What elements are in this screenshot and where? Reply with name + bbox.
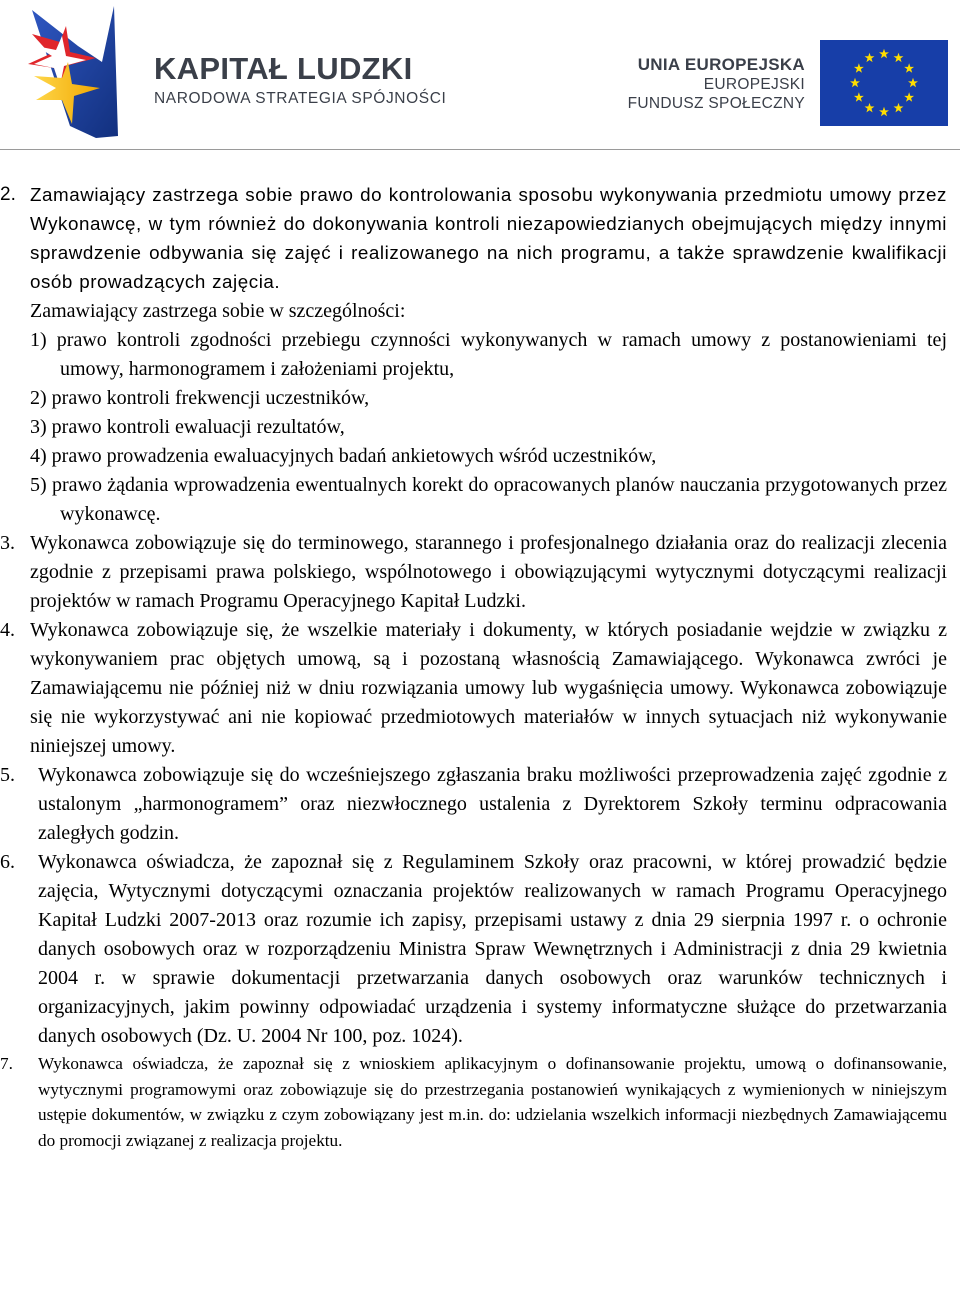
list-item	[0, 413, 960, 442]
paragraph-text-part: Zamawiający zastrzega sobie prawo do kontrolowania sposobu wykonywania przedmiotu umowy przez Wykonawcę, w tym również do dokonywania kontroli niezapowiedzianych obejmujących między innymi sprawdzenie odbywania się zajęć i realizowanego na nich programu, a także sprawdzenie kwalifikacji osób prowadzących zajęcia.	[30, 184, 947, 292]
kapital-ludzki-star-logo	[26, 4, 126, 142]
paragraph-4	[0, 616, 960, 761]
list-item-text: 1) prawo kontroli zgodności przebiegu czynności wykonywanych w ramach umowy z postanowieniami tej umowy, harmonogramem i założeniami projektu,	[30, 329, 947, 380]
paragraph-number: 6.	[0, 851, 15, 873]
eu-fund-line-2: FUNDUSZ SPOŁECZNY	[627, 95, 805, 112]
list-item	[0, 326, 960, 384]
paragraph-text: Wykonawca zobowiązuje się do wcześniejszego zgłaszania braku możliwości przeprowadzenia zajęć zgodnie z ustalonym „harmonogramem” oraz niezwłocznego ustalenia z Dyrektorem Szkoły terminu odpracowania zaległych godzin.	[38, 764, 947, 844]
document-body	[0, 180, 960, 1154]
kapital-ludzki-title: KAPITAŁ LUDZKI	[154, 51, 413, 86]
eu-fund-text	[628, 55, 805, 113]
list-item	[0, 471, 960, 529]
paragraph-7	[0, 1051, 960, 1154]
list-item-text: 3) prawo kontroli ewaluacji rezultatów,	[30, 416, 345, 438]
paragraph-number: 5.	[0, 764, 15, 786]
paragraph-text: Wykonawca oświadcza, że zapoznał się z Regulaminem Szkoły oraz pracowni, w której prowadzić będzie zajęcia, Wytycznymi dotyczącymi oznaczania projektów realizowanych w ramach Programu Operacyjnego Kapitał Ludzki 2007-2013 oraz rozumie ich zapisy, przepisami ustawy z dnia 29 sierpnia 1997 r. o ochronie danych osobowych oraz w rozporządzeniu Ministra Spraw Wewnętrznych i Administracji z dnia 29 kwietnia 2004 r. w sprawie dokumentacji przetwarzania danych osobowych oraz warunków technicznych i organizacyjnych, jakim powinny odpowiadać urządzenia i systemy informatyczne służące do przetwarzania danych osobowych (Dz. U. 2004 Nr 100, poz. 1024).	[38, 851, 947, 1047]
eu-fund-line-1: EUROPEJSKI	[703, 76, 805, 93]
kapital-ludzki-subtitle: NARODOWA STRATEGIA SPÓJNOŚCI	[154, 90, 447, 107]
paragraph-2-lead	[0, 297, 960, 326]
paragraph-number: 7.	[0, 1054, 13, 1073]
paragraph-number: 4.	[0, 619, 15, 641]
paragraph-text: Wykonawca zobowiązuje się do terminowego, starannego i profesjonalnego działania oraz do realizacji zlecenia zgodnie z przepisami prawa polskiego, wspólnotowego i obowiązującymi wytycznymi dotyczącymi realizacji projektów w ramach Programu Operacyjnego Kapitał Ludzki.	[30, 532, 947, 612]
list-item	[0, 442, 960, 471]
paragraph-text: Wykonawca zobowiązuje się, że wszelkie materiały i dokumenty, w których posiadanie wejdzie w związku z wykonywaniem prac objętych umową, są i pozostaną własnością Zamawiającego. Wykonawca zwróci je Zamawiającemu nie później niż w dniu rozwiązania umowy lub wygaśnięcia umowy. Wykonawca zobowiązuje się nie wykorzystywać ani nie kopiować przedmiotowych materiałów w innych sytuacjach niż wykonywanie niniejszej umowy.	[30, 619, 947, 757]
list-item-text: 4) prawo prowadzenia ewaluacyjnych badań ankietowych wśród uczestników,	[30, 445, 657, 467]
paragraph-number: 2.	[0, 184, 16, 205]
list-item-text: 5) prawo żądania wprowadzenia ewentualnych korekt do opracowanych planów nauczania przygotowanych przez wykonawcę.	[30, 474, 947, 525]
page-header	[0, 0, 960, 152]
paragraph-text: Wykonawca oświadcza, że zapoznał się z wnioskiem aplikacyjnym o dofinansowanie projektu, umową o dofinansowanie, wytycznymi programowymi oraz zobowiązuje się do przestrzegania postanowień wynikających z wymienionych w niniejszym ustępie dokumentów, w związku z czym zobowiązany jest m.in. do: udzielania wszelkich informacji niezbędnych Zamawiającemu do promocji związanej z realizacja projektu.	[38, 1054, 947, 1151]
list-item	[0, 384, 960, 413]
paragraph-text: Zamawiający zastrzega sobie w szczególności:	[30, 300, 406, 322]
paragraph-2	[0, 180, 960, 297]
header-divider	[0, 149, 960, 150]
paragraph-number: 3.	[0, 532, 15, 554]
list-item-text: 2) prawo kontroli frekwencji uczestników,	[30, 387, 370, 409]
paragraph-5	[0, 761, 960, 848]
paragraph-6	[0, 848, 960, 1051]
eu-flag-icon	[820, 40, 948, 126]
eu-name: UNIA EUROPEJSKA	[637, 55, 805, 74]
paragraph-3	[0, 529, 960, 616]
paragraph-text	[30, 180, 947, 297]
